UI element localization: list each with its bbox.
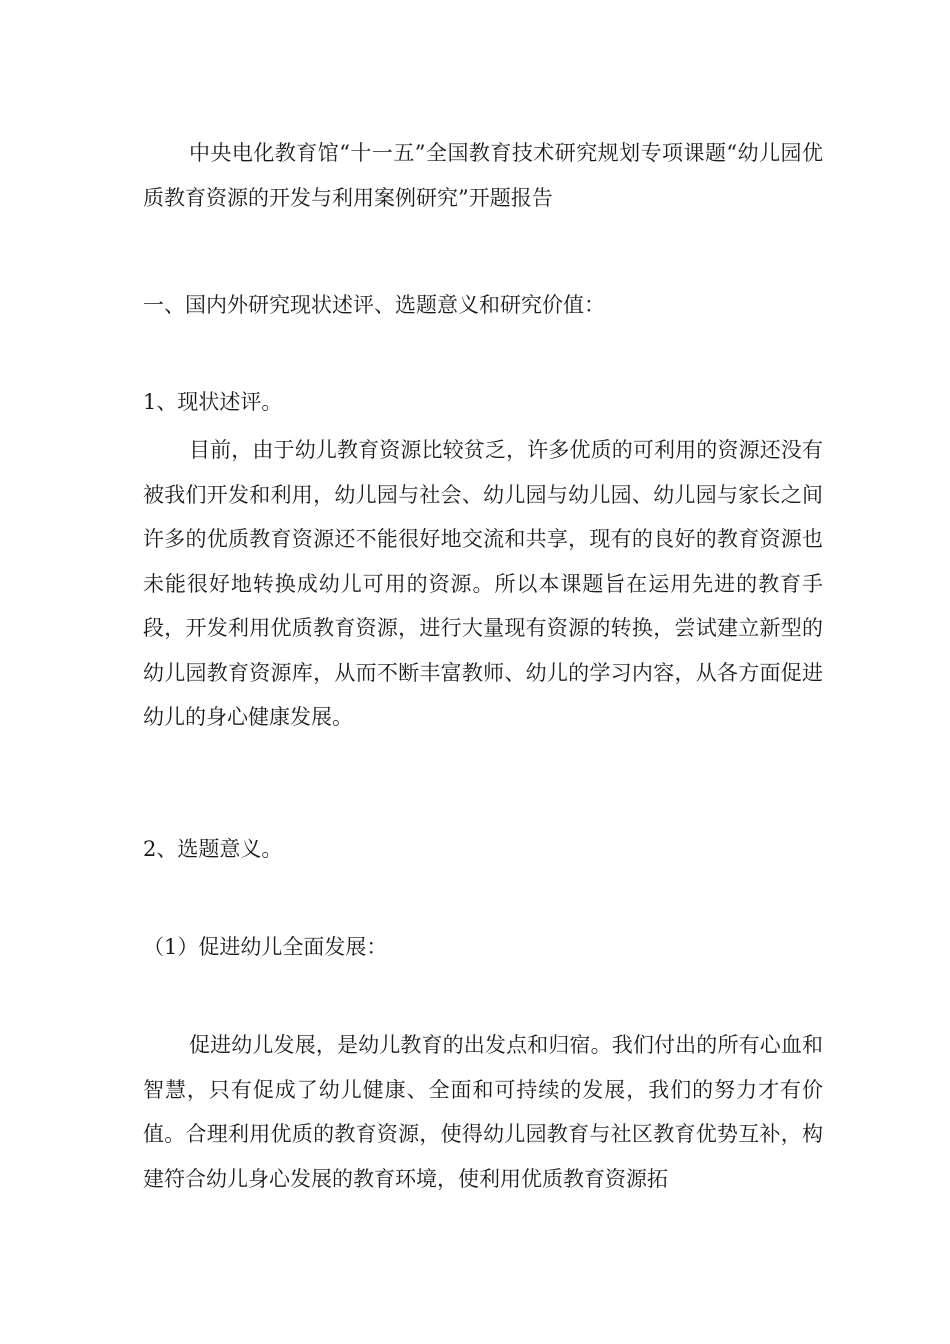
section-heading-1: 一、国内外研究现状述评、选题意义和研究价值： bbox=[143, 293, 605, 317]
point-1-paragraph: 促进幼儿发展，是幼儿教育的出发点和归宿。我们付出的所有心血和智慧，只有促成了幼儿健康、全面和可持续的发展，我们的努力才有价值。合理利用优质的教育资源，使得幼儿园教育与社区教育优势互补，构建符合幼儿身心发展的教育环境，使利用优质教育资源拓 bbox=[143, 1033, 823, 1191]
status-review-paragraph: 目前，由于幼儿教育资源比较贫乏，许多优质的可利用的资源还没有被我们开发和利用，幼儿园与社会、幼儿园与幼儿园、幼儿园与家长之间许多的优质教育资源还不能很好地交流和共享，现有的良好的教育资源也未能很好地转换成幼儿可用的资源。所以本课题旨在运用先进的教育手段，开发利用优质教育资源，进行大量现有资源的转换，尝试建立新型的幼儿园教育资源库，从而不断丰富教师、幼儿的学习内容，从各方面促进幼儿的身心健康发展。 bbox=[143, 438, 823, 729]
subsection-heading-status: 1、现状述评。 bbox=[143, 390, 283, 414]
document-title: 中央电化教育馆“十一五”全国教育技术研究规划专项课题“幼儿园优质教育资源的开发与利用案例研究”开题报告 bbox=[143, 141, 823, 210]
subsection-heading-significance: 2、选题意义。 bbox=[143, 837, 283, 861]
point-heading-1: （1）促进幼儿全面发展： bbox=[143, 935, 388, 959]
